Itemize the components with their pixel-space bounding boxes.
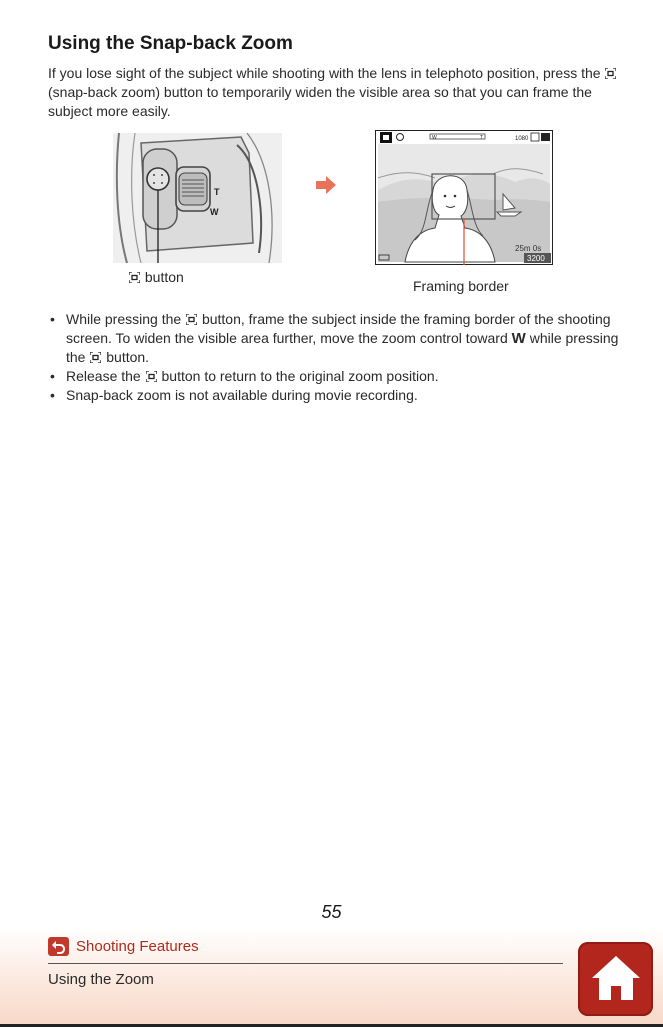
zoom-t-readout: T [480,135,484,141]
framing-border-label: Framing border [413,278,509,294]
list-item: • Snap-back zoom is not available during movie recording. [48,386,623,405]
intro-text-1: If you lose sight of the subject while shooting with the lens in telephoto position, press the [48,65,601,81]
camera-button-label [128,269,184,285]
snap-back-zoom-icon [605,68,616,79]
list-item: • While pressing the button, frame the subject inside the framing border of the shooting screen. To widen the visible area further, move the zoom control toward W while pressing the button. [48,310,623,367]
zoom-w-readout: W [432,135,437,141]
footer-divider [48,963,563,964]
camera-label-text: button [144,269,184,285]
back-button[interactable] [48,937,69,956]
page-number: 55 [321,902,342,922]
wide-label: W [511,330,526,347]
snap-back-zoom-icon [146,371,157,382]
bottom-border [0,1024,663,1027]
snap-back-zoom-icon [90,352,101,363]
right-arrow-icon [315,175,337,195]
list-item: • Release the button to return to the original zoom position. [48,367,623,386]
shooting-screen-illustration [375,130,553,265]
intro-paragraph [48,64,618,121]
home-icon [590,952,642,1004]
tele-mark: T [214,187,220,197]
snap-back-zoom-icon [186,314,197,325]
instruction-list [48,310,623,405]
time-remaining-readout: 25m 0s [515,244,542,253]
home-button[interactable] [578,942,653,1016]
section-link[interactable]: Shooting Features [76,938,199,955]
resolution-readout: 1080 [515,136,529,142]
snap-back-zoom-icon [129,272,140,283]
shots-remaining-readout: 3200 [527,254,545,263]
page-title: Using the Snap-back Zoom [48,33,293,54]
back-arrow-icon [51,939,66,954]
camera-illustration [113,133,282,263]
subsection-title: Using the Zoom [48,971,154,988]
wide-mark: W [210,207,219,217]
intro-text-2: (snap-back zoom) button to temporarily widen the visible area so that you can frame the subject more easily. [48,84,592,119]
